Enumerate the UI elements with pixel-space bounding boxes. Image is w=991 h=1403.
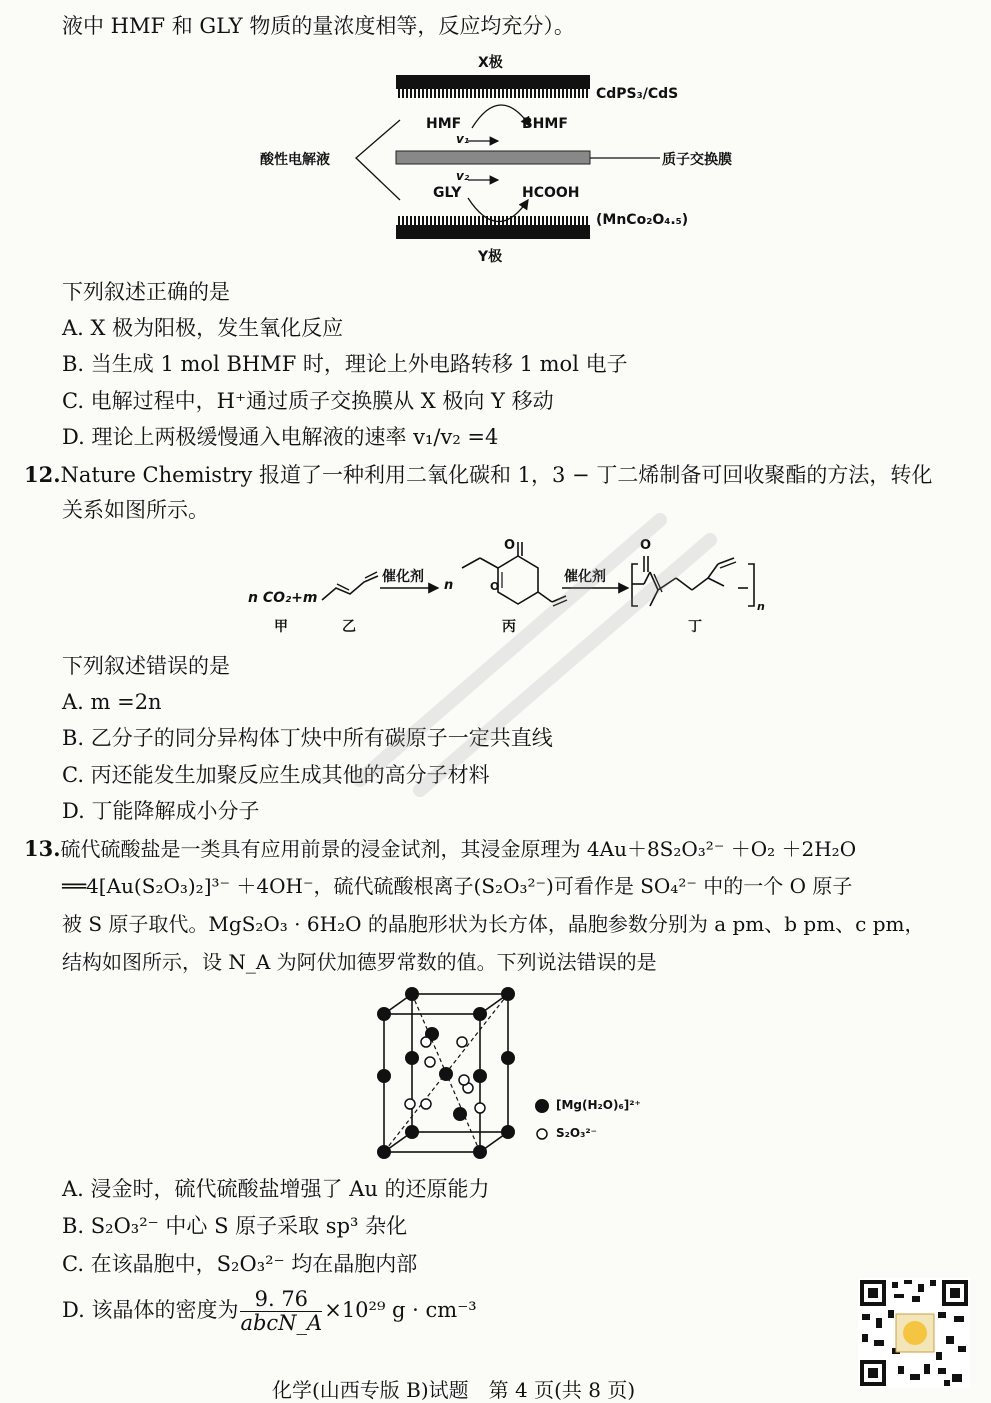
polyester-structure: [632, 556, 754, 606]
q13-option-c: C. 在该晶胞中，S₂O₃²⁻ 均在晶胞内部: [62, 1252, 418, 1276]
top-catalyst-label: CdPS₃/CdS: [596, 86, 679, 102]
membrane-label: 质子交换膜: [662, 152, 732, 168]
electrolyte-bracket: [356, 120, 400, 200]
v1-label: v₁: [456, 132, 470, 146]
catalyst-label-2: 催化剂: [564, 569, 606, 585]
page-footer: 化学(山西专版 B)试题 第 4 页(共 8 页): [272, 1378, 636, 1402]
ring-carbonyl-o: O: [504, 538, 516, 553]
bottom-catalyst-label: (MnCo₂O₄.₅): [596, 212, 689, 228]
legend-filled-label: [Mg(H₂O)₆]²⁺: [556, 1098, 641, 1112]
hcooh-label: HCOOH: [522, 185, 580, 201]
q13-stem-line2: ══4[Au(S₂O₃)₂]³⁻ ＋4OH⁻，硫代硫酸根离子(S₂O₃²⁻)可看作是 SO₄²⁻ 中的一个 O 原子: [62, 874, 853, 898]
q13-option-a: A. 浸金时，硫代硫酸盐增强了 Au 的还原能力: [62, 1177, 490, 1201]
q11-option-c: C. 电解过程中，H⁺通过质子交换膜从 X 极向 Y 移动: [62, 389, 554, 413]
catalyst-label-1: 催化剂: [382, 569, 424, 585]
q12-option-b: B. 乙分子的同分异构体丁炔中所有碳原子一定共直线: [62, 726, 553, 750]
q11-prompt: 下列叙述正确的是: [62, 280, 230, 304]
legend-open-circle: [537, 1129, 547, 1139]
hmf-label: HMF: [426, 116, 462, 132]
legend-open-label: S₂O₃²⁻: [556, 1126, 597, 1140]
butadiene-structure: [322, 576, 378, 600]
v2-label: v₂: [456, 169, 470, 183]
q12-option-c: C. 丙还能发生加聚反应生成其他的高分子材料: [62, 763, 490, 787]
q11-option-b: B. 当生成 1 mol BHMF 时，理论上外电路转移 1 mol 电子: [62, 352, 628, 376]
q12-number: 12.: [24, 462, 61, 487]
q11-option-a: A. X 极为阳极，发生氧化反应: [62, 316, 344, 340]
q11-continuation: 液中 HMF 和 GLY 物质的量浓度相等，反应均充分）。: [62, 14, 575, 38]
y-electrode-label: Y极: [478, 249, 503, 265]
reactants-label: n CO₂+m: [248, 590, 318, 606]
legend-filled-circle: [535, 1099, 549, 1113]
n-label: n: [444, 578, 454, 593]
label-ding: 丁: [688, 619, 702, 635]
density-denominator: abcN_A: [240, 1311, 323, 1336]
label-jia: 甲: [274, 619, 288, 635]
q13-stem-line1: [24, 836, 856, 862]
q12-stem-line2: 关系如图所示。: [62, 498, 209, 522]
electrolysis-diagram: [250, 48, 770, 268]
q13-stem-line4: 结构如图所示，设 N_A 为阿伏加德罗常数的值。下列说法错误的是: [62, 950, 657, 974]
y-electrode: [396, 225, 590, 239]
label-bing: 丙: [502, 619, 516, 635]
density-numerator: 9. 76: [240, 1288, 322, 1312]
q11-option-d: D. 理论上两极缓慢通入电解液的速率 v₁/v₂ =4: [62, 425, 499, 449]
unit-cell-diagram: [370, 984, 660, 1164]
gly-label: GLY: [433, 185, 462, 201]
q13-option-b: B. S₂O₃²⁻ 中心 S 原子采取 sp³ 杂化: [62, 1214, 408, 1238]
polymer-n-subscript: n: [757, 600, 765, 613]
density-fraction: [240, 1288, 322, 1335]
mg-water-ions: [377, 987, 515, 1159]
qr-code: [858, 1278, 970, 1388]
x-electrode-label: X极: [478, 55, 503, 71]
electrolyte-label: 酸性电解液: [260, 152, 330, 168]
q12-stem-text: Nature Chemistry 报道了一种利用二氧化碳和 1，3 − 丁二烯制备可回收聚酯的方法，转化: [60, 463, 933, 487]
reaction-scheme: [240, 528, 780, 646]
q13-option-d-prefix: D. 该晶体的密度为: [62, 1298, 239, 1323]
x-electrode: [396, 75, 590, 89]
q13-stem-text-1: 硫代硫酸盐是一类具有应用前景的浸金试剂，其浸金原理为 4Au＋8S₂O₃²⁻ ＋O₂ ＋2H₂O: [60, 837, 857, 861]
bhmf-label: BHMF: [522, 116, 568, 132]
q13-stem-line3: 被 S 原子取代。MgS₂O₃ · 6H₂O 的晶胞形状为长方体，晶胞参数分别为 a pm、b pm、c pm，: [62, 912, 925, 936]
q13-option-d: [62, 1288, 477, 1335]
q12-stem-line1: [24, 462, 932, 488]
q13-number: 13.: [24, 836, 61, 861]
q13-option-d-suffix: ×10²⁹ g · cm⁻³: [324, 1298, 477, 1323]
proton-exchange-membrane: [396, 151, 590, 164]
q12-option-d: D. 丁能降解成小分子: [62, 799, 260, 823]
ring-ether-o: O: [490, 580, 500, 593]
label-yi: 乙: [342, 619, 356, 635]
q12-prompt: 下列叙述错误的是: [62, 654, 230, 678]
polymer-carbonyl-o: O: [640, 538, 652, 553]
q12-option-a: A. m =2n: [62, 690, 162, 714]
